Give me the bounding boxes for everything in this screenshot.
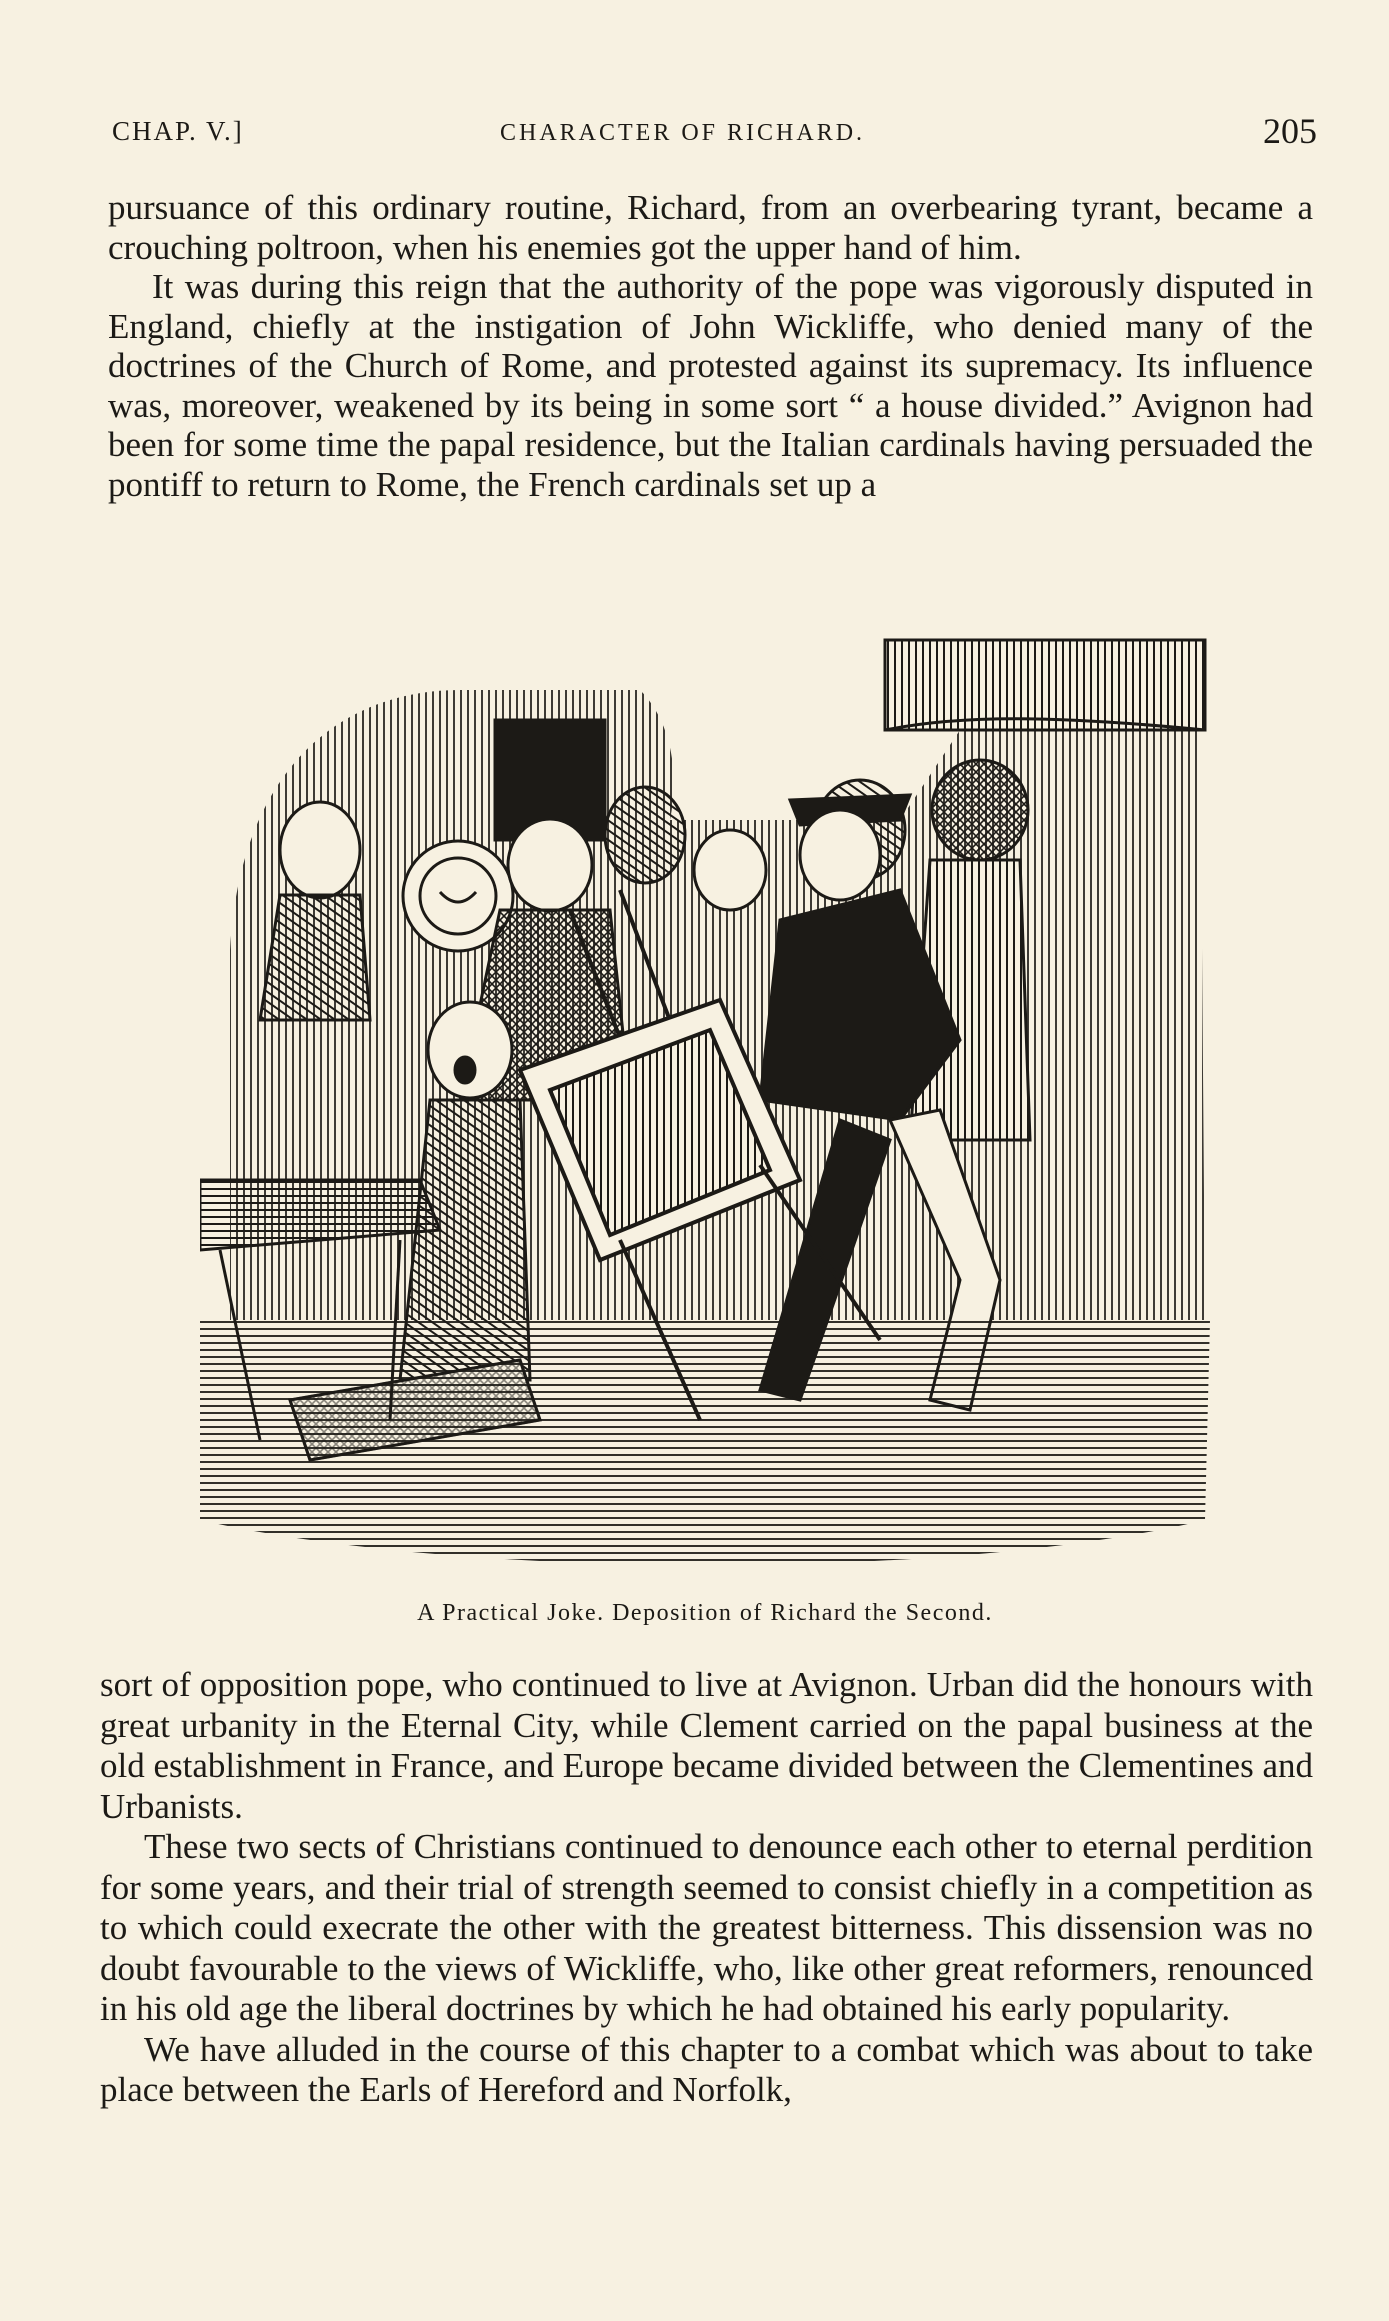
paragraph: sort of opposition pope, who continued to live at Avignon. Urban did the honours with great urbanity in the Eternal City, while Clement carried on the papal business at the old establishment in France, and Europe became divided between the Clementines and Urbanists.: [100, 1665, 1313, 1826]
text-block-top: [108, 188, 1313, 504]
floor-hatching: [200, 1320, 1210, 1565]
paragraph: pursuance of this ordinary routine, Richard, from an overbearing tyrant, became a crouching poltroon, when his enemies got the upper hand of him.: [108, 188, 1313, 267]
figure-caption: A Practical Joke. Deposition of Richard the Second.: [417, 1600, 993, 1626]
paragraph: These two sects of Christians continued to denounce each other to eternal perdition for some years, and their trial of strength seemed to consist chiefly in a competition as to which could execrate the other with the greatest bitterness. This dissension was no doubt favourable to the views of Wickliffe, who, like other great reformers, renounced in his old age the liberal doctrines by which he had obtained his early popularity.: [100, 1827, 1313, 2028]
wall-banner: [885, 640, 1205, 730]
illustration-engraving: [200, 620, 1210, 1590]
page-number: 205: [1263, 111, 1317, 151]
paragraph: We have alluded in the course of this chapter to a combat which was about to take place between the Earls of Hereford and Norfolk,: [100, 2029, 1313, 2109]
running-head: [112, 110, 1317, 150]
chapter-label: CHAP. V.]: [112, 116, 244, 146]
running-title: CHARACTER OF RICHARD.: [500, 120, 866, 146]
text-block-bottom: [100, 1665, 1313, 2111]
paragraph: It was during this reign that the authority of the pope was vigorously disputed in England, chiefly at the instigation of John Wickliffe, who denied many of the doctrines of the Church of Rome, and protested against its supremacy. Its influence was, moreover, weakened by its being in some sort “ a house divided.” Avignon had been for some time the papal residence, but the Italian cardinals having persuaded the pontiff to return to Rome, the French cardinals set up a: [108, 267, 1313, 504]
